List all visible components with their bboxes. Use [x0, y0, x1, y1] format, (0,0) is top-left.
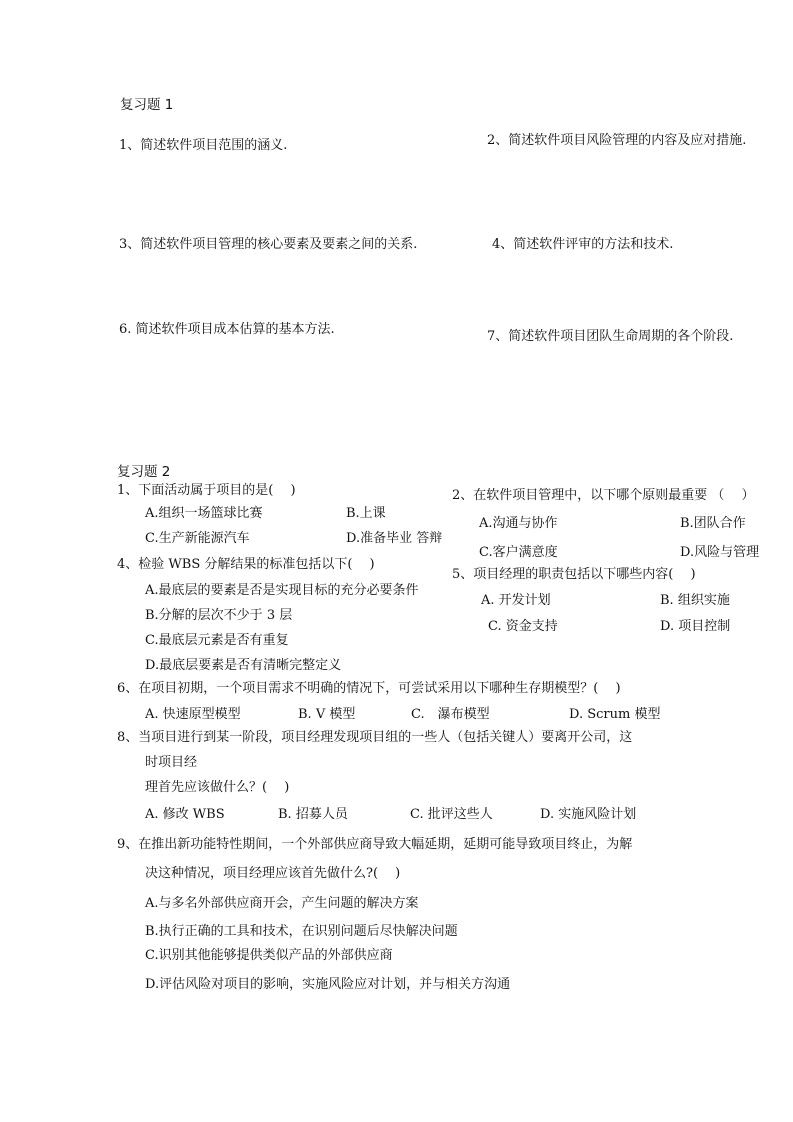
q9-option-a: A.与多名外部供应商开会，产生问题的解决方案: [145, 896, 419, 911]
q8-option-c: C. 批评这些人: [410, 807, 493, 822]
q4-option-a: A.最底层的要素是否是实现目标的充分必要条件: [145, 583, 419, 598]
q6-option-a: A. 快速原型模型: [145, 707, 241, 722]
section2-title: 复习题 2: [117, 464, 171, 480]
q1-stem: 1、下面活动属于项目的是( ): [117, 483, 296, 498]
q8-option-d: D. 实施风险计划: [540, 807, 637, 822]
q5-stem: 5、项目经理的职责包括以下哪些内容( ): [452, 567, 696, 582]
q2-option-a: A.沟通与协作: [479, 516, 558, 531]
q5-option-b: B. 组织实施: [660, 593, 730, 608]
q6-option-c: C. 瀑布模型: [411, 707, 490, 722]
s1-question-1: 1、简述软件项目范围的涵义.: [119, 138, 288, 153]
q8-option-a: A. 修改 WBS: [145, 807, 225, 822]
q1-option-c: C.生产新能源汽车: [145, 531, 250, 546]
q2-option-c: C.客户满意度: [479, 545, 558, 560]
q5-option-d: D. 项目控制: [660, 619, 731, 634]
s1-question-6: 6. 简述软件项目成本估算的基本方法.: [119, 322, 335, 337]
q2-option-b: B.团队合作: [680, 516, 746, 531]
s1-question-2: 2、简述软件项目风险管理的内容及应对措施.: [487, 133, 747, 148]
q9-option-b: B.执行正确的工具和技术，在识别问题后尽快解决问题: [145, 924, 458, 939]
s1-question-3: 3、简述软件项目管理的核心要素及要素之间的关系.: [119, 237, 418, 252]
q1-option-b: B.上课: [346, 506, 386, 521]
q6-option-b: B. V 模型: [298, 707, 356, 722]
q1-option-d: D.准备毕业 答辩: [346, 531, 443, 546]
section1-title: 复习题 1: [120, 97, 174, 113]
q1-option-a: A.组织一场篮球比赛: [145, 506, 263, 521]
q5-option-c: C. 资金支持: [488, 619, 558, 634]
q4-option-b: B.分解的层次不少于 3 层: [145, 608, 293, 623]
s1-question-4: 4、简述软件评审的方法和技术.: [492, 237, 674, 252]
s1-question-7: 7、简述软件项目团队生命周期的各个阶段.: [487, 329, 734, 344]
q9-stem-line-2: 决这种情况，项目经理应该首先做什么?( ): [145, 866, 401, 881]
q4-option-d: D.最底层要素是否有清晰完整定义: [145, 658, 342, 673]
q9-option-d: D.评估风险对项目的影响，实施风险应对计划，并与相关方沟通: [145, 977, 511, 992]
q4-stem: 4、检验 WBS 分解结果的标准包括以下( ): [117, 557, 375, 572]
q5-option-a: A. 开发计划: [481, 593, 551, 608]
q4-option-c: C.最底层元素是否有重复: [145, 633, 289, 648]
q9-stem-line-1: 9、在推出新功能特性期间，一个外部供应商导致大幅延期，延期可能导致项目终止，为解: [117, 837, 633, 852]
q8-stem-line-2: 时项目经: [145, 755, 198, 770]
q8-stem-line-3: 理首先应该做什么？( ): [145, 780, 290, 795]
q2-option-d: D.风险与管理: [680, 545, 760, 560]
q8-stem-line-1: 8、当项目进行到某一阶段，项目经理发现项目组的一些人（包括关键人）要离开公司，这: [117, 730, 633, 745]
q9-option-c: C.识别其他能够提供类似产品的外部供应商: [145, 948, 393, 963]
q6-stem: 6、在项目初期，一个项目需求不明确的情况下，可尝试采用以下哪种生存期模型？( ): [117, 681, 621, 696]
q8-option-b: B. 招募人员: [278, 807, 348, 822]
q2-stem: 2、在软件项目管理中，以下哪个原则最重要 （ ）: [452, 488, 755, 503]
q6-option-d: D. Scrum 模型: [569, 707, 661, 722]
